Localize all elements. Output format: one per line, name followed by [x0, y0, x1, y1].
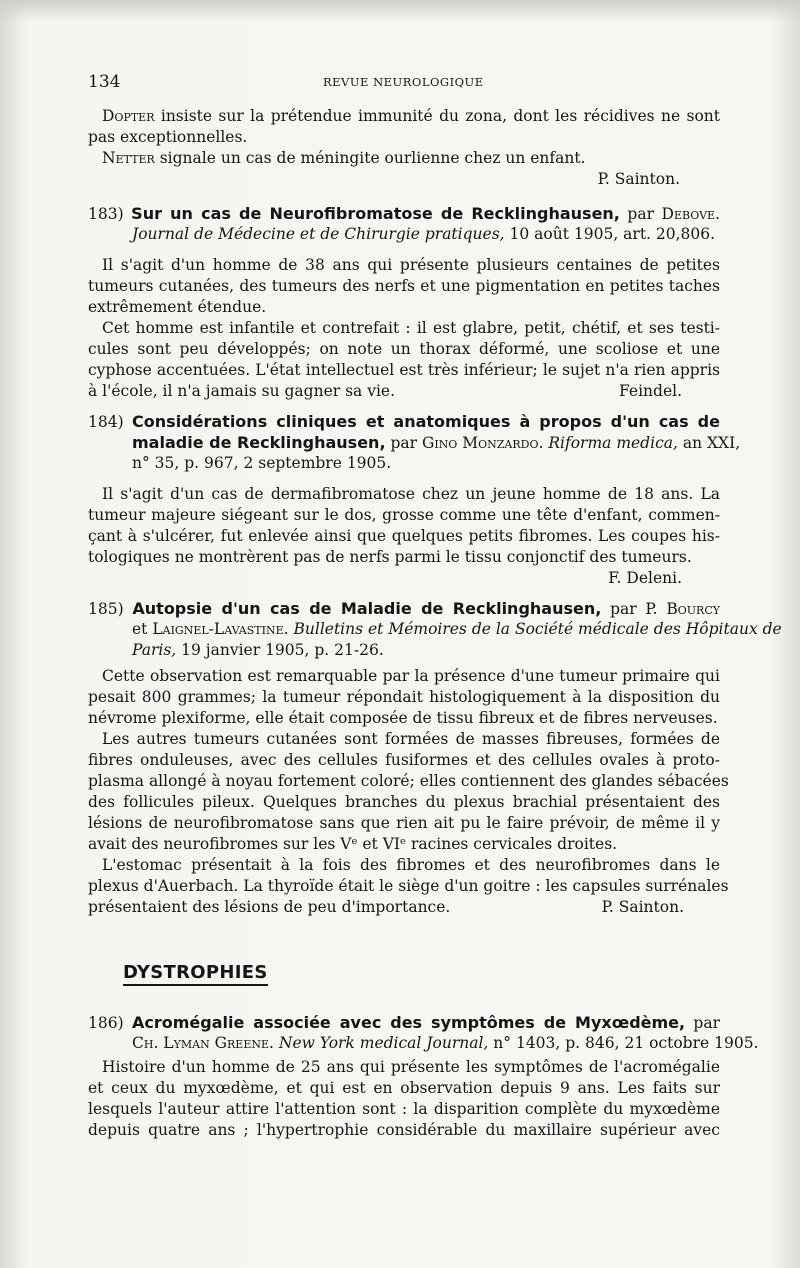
- article-reference: [88, 619, 782, 640]
- text-line: plexus d'Auerbach. La thyroïde était le siège d'un goitre : les capsules surrénales: [88, 877, 729, 895]
- signature: F. Deleni.: [608, 569, 682, 587]
- text-line: Les autres tumeurs cutanées sont formées de masses fibreuses, formées de: [102, 730, 720, 748]
- article-reference: [88, 224, 720, 245]
- running-title: REVUE NEUROLOGIQUE: [323, 75, 484, 89]
- article-reference: n° 35, p. 967, 2 septembre 1905.: [132, 454, 392, 472]
- article-title: Acromégalie associée avec des symptômes de Myxœdème,: [131, 1013, 686, 1032]
- text-span: par: [685, 1014, 720, 1032]
- text-span: par: [619, 205, 662, 223]
- text-line: Cette observation est remarquable par la présence d'une tumeur primaire qui: [102, 667, 720, 685]
- text-line: çant à s'ulcérer, fut enlevée ainsi que quelques petits fibromes. Les coupes his-: [88, 527, 720, 545]
- signature: P. Sainton.: [597, 170, 680, 188]
- text-line: lesquels l'auteur attire l'attention sont : la disparition complète du myxœdème: [88, 1100, 720, 1118]
- article-heading-cont: [88, 432, 741, 454]
- author-name: Ch. Lyman Greene.: [132, 1034, 274, 1052]
- journal-name: Journal de Médecine et de Chirurgie pratiques,: [132, 225, 505, 243]
- article-heading: [88, 1012, 720, 1034]
- author-name: Bourcy: [666, 600, 720, 618]
- text-line: lésions de neurofibromatose sans que rien ait pu le faire prévoir, de même il y: [88, 814, 720, 832]
- page-header: [88, 72, 720, 92]
- text-span: par P.: [601, 600, 667, 618]
- text-line: Il s'agit d'un cas de dermafibromatose chez un jeune homme de 18 ans. La: [102, 485, 720, 503]
- text-span: insiste sur la prétendue immunité du zona, dont les récidives ne sont: [154, 107, 720, 125]
- text-span: et: [132, 620, 153, 638]
- text-line: des follicules pileux. Quelques branches du plexus brachial présentaient des: [88, 793, 720, 811]
- article-number: 183): [88, 205, 124, 223]
- page-number: 134: [88, 72, 121, 92]
- article-183: [88, 203, 720, 399]
- text-line: tologiques ne montrèrent pas de nerfs parmi le tissu conjonctif des tumeurs.: [88, 548, 692, 566]
- article-heading: [88, 203, 720, 225]
- author-name: Gino Monzardo.: [421, 434, 544, 452]
- article-number: 186): [88, 1014, 124, 1032]
- author-name: Netter: [102, 149, 155, 167]
- text-line: extrêmement étendue.: [88, 298, 267, 316]
- text-line: tumeur majeure siégeant sur le dos, grosse comme une tête d'enfant, commen-: [88, 506, 720, 524]
- journal-name: New York medical Journal,: [278, 1034, 489, 1052]
- text-line: Histoire d'un homme de 25 ans qui présente les symptômes de l'acromégalie: [102, 1058, 720, 1076]
- text-line: à l'école, il n'a jamais su gagner sa vie.: [88, 382, 396, 400]
- article-title: maladie de Recklinghausen,: [132, 433, 386, 452]
- reference-details: an XXI,: [677, 434, 741, 452]
- article-185: [88, 598, 782, 918]
- text-span: signale un cas de méningite ourlienne chez un enfant.: [154, 149, 586, 167]
- journal-name: Paris,: [132, 641, 177, 659]
- text-line: pas exceptionnelles.: [88, 128, 248, 146]
- text-line: depuis quatre ans ; l'hypertrophie considérable du maxillaire supérieur avec: [88, 1121, 720, 1139]
- author-name: Debove.: [661, 205, 720, 223]
- article-number: 184): [88, 413, 124, 431]
- text-line: fibres onduleuses, avec des cellules fusiformes et des cellules ovales à proto-: [88, 751, 720, 769]
- journal-name: Riforma medica,: [548, 434, 678, 452]
- journal-name: Bulletins et Mémoires de la Société médicale des Hôpitaux de: [293, 620, 782, 638]
- text-line: névrome plexiforme, elle était composée de tissu fibreux et de fibres nerveuses.: [88, 709, 718, 727]
- article-number: 185): [88, 600, 124, 618]
- reference-details: n° 1403, p. 846, 21 octobre 1905.: [488, 1034, 759, 1052]
- section-title: DYSTROPHIES: [123, 962, 268, 986]
- author-name: Laignel-Lavastine.: [152, 620, 289, 638]
- text-line: Il s'agit d'un homme de 38 ans qui présente plusieurs centaines de petites: [102, 256, 720, 274]
- article-reference: [88, 1033, 759, 1054]
- text-span: par: [385, 434, 422, 452]
- text-line: [88, 148, 720, 169]
- article-title: Sur un cas de Neurofibromatose de Recklinghausen,: [131, 204, 620, 223]
- author-name: Dopter: [102, 107, 155, 125]
- reference-details: 19 janvier 1905, p. 21-26.: [176, 641, 384, 659]
- signature: Feindel.: [619, 382, 682, 400]
- text-line: cyphose accentuées. L'état intellectuel est très inférieur; le sujet n'a rien appris: [88, 361, 720, 379]
- article-heading: [88, 411, 720, 433]
- text-line: L'estomac présentait à la fois des fibromes et des neurofibromes dans le: [102, 856, 720, 874]
- text-line: plasma allongé à noyau fortement coloré; elles contiennent des glandes sébacées: [88, 772, 729, 790]
- article-title: Considérations cliniques et anatomiques à propos d'un cas de: [132, 412, 720, 431]
- text-line: [88, 106, 720, 127]
- article-heading: [88, 598, 720, 620]
- reference-details: 10 août 1905, art. 20,806.: [504, 225, 716, 243]
- text-line: pesait 800 grammes; la tumeur répondait histologiquement à la disposition du: [88, 688, 720, 706]
- article-reference-cont: [88, 640, 720, 661]
- signature: P. Sainton.: [601, 898, 684, 916]
- text-line: avait des neurofibromes sur les Vᵉ et VIᵉ racines cervicales droites.: [88, 835, 618, 853]
- text-line: Cet homme est infantile et contrefait : il est glabre, petit, chétif, et ses testi-: [102, 319, 720, 337]
- text-line: cules sont peu développés; on note un thorax déformé, une scoliose et une: [88, 340, 720, 358]
- text-line: présentaient des lésions de peu d'importance.: [88, 898, 451, 916]
- article-186: [88, 1012, 759, 1142]
- intro-abstract: [88, 106, 720, 190]
- article-184: [88, 411, 741, 587]
- text-line: tumeurs cutanées, des tumeurs des nerfs et une pigmentation en petites taches: [88, 277, 720, 295]
- section-anchor: [88, 0, 720, 1]
- article-title: Autopsie d'un cas de Maladie de Recklinghausen,: [132, 599, 602, 618]
- text-line: et ceux du myxœdème, et qui est en observation depuis 9 ans. Les faits sur: [88, 1079, 720, 1097]
